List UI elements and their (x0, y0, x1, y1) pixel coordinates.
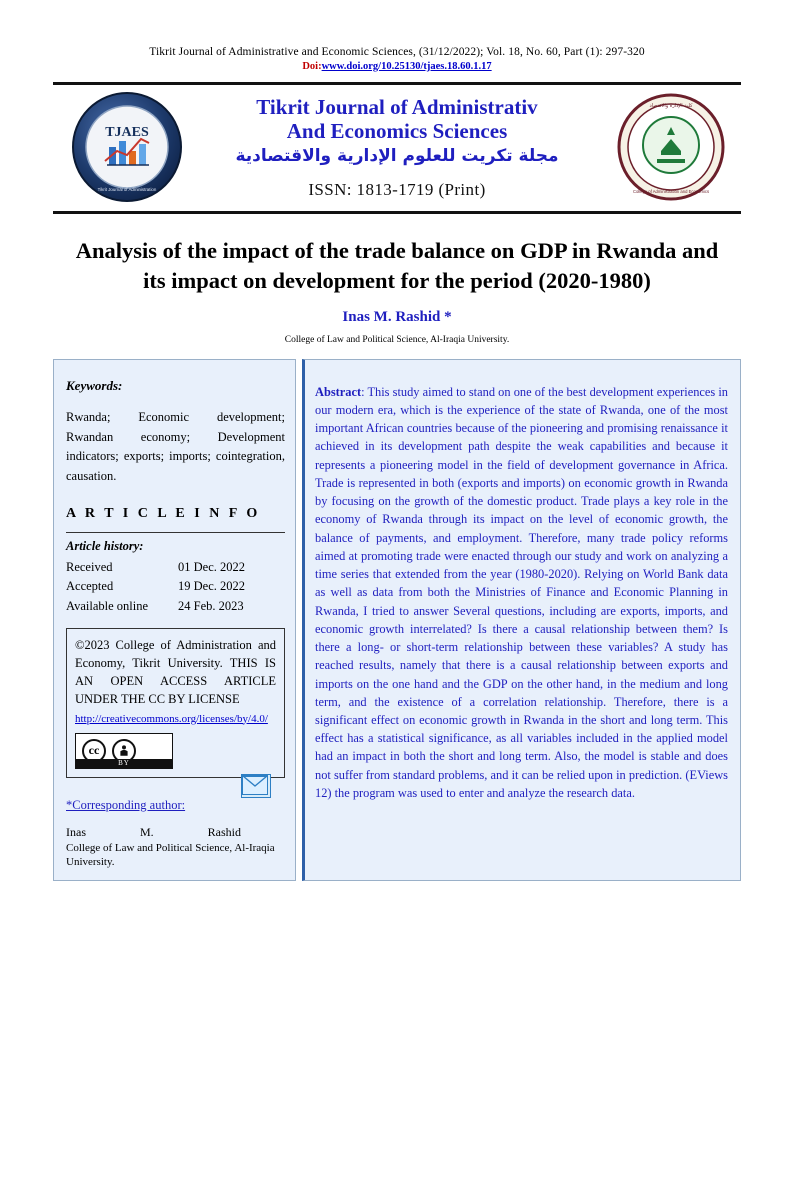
corresponding-author-name (66, 825, 241, 840)
history-value: 01 Dec. 2022 (178, 559, 245, 574)
creative-commons-badge-icon (75, 733, 173, 769)
history-label: Available online (66, 598, 149, 613)
author-affiliation: College of Law and Political Science, Al-Iraqia University. (284, 335, 510, 346)
author-name: Inas M. Rashid * (342, 309, 452, 326)
doi-label: Doi: (302, 61, 322, 72)
abstract-paragraph (315, 383, 728, 802)
cc-circle-icon: cc (82, 739, 106, 763)
corresponding-author-block (66, 778, 285, 813)
corresponding-author-affiliation: College of Law and Political Science, Al-Iraqia University. (66, 841, 275, 869)
history-row (66, 558, 285, 577)
license-text: ©2023 College of Administration and Economy, Tikrit University. THIS IS AN OPEN ACCESS ARTICLE UNDER THE CC BY LICENSE (75, 638, 276, 707)
history-label: Received (66, 559, 113, 574)
article-title: Analysis of the impact of the trade balance on GDP in Rwanda and its impact on development for the period (2020-1980) (75, 238, 719, 293)
body-columns (53, 359, 741, 881)
page (0, 46, 794, 1181)
svg-text:College of Administration and: College of Administration and Economics (632, 189, 710, 194)
abstract-label: Abstract (315, 384, 362, 399)
article-info-heading: A R T I C L E I N F O (66, 505, 261, 521)
journal-logo-icon (71, 91, 183, 203)
license-box (66, 628, 285, 778)
keywords-list: Rwanda; Economic development; Rwandan economy; Development indicators; exports; imports; cointegration, causation. (66, 410, 285, 483)
history-label: Accepted (66, 579, 114, 594)
doi-link[interactable]: www.doi.org/10.25130/tjaes.18.60.1.17 (321, 61, 492, 72)
svg-text:TJAES: TJAES (105, 125, 149, 140)
divider-top (66, 532, 285, 533)
doi-line (0, 61, 794, 72)
journal-citation: Tikrit Journal of Administrative and Economic Sciences, (31/12/2022); Vol. 18, No. 60, Part (1): 297-320 (149, 46, 645, 58)
history-row (66, 597, 285, 616)
license-link[interactable]: http://creativecommons.org/licenses/by/4.0/ (75, 712, 268, 725)
metadata-panel (53, 359, 296, 881)
banner-titles (187, 96, 607, 199)
svg-text:كلية الإدارة والاقتصاد: كلية الإدارة والاقتصاد (649, 103, 693, 109)
journal-title-en-line2: And Economics Sciences (286, 119, 508, 143)
journal-title-en-line1: Tikrit Journal of Administrativ (256, 95, 538, 120)
corresponding-author-heading: *Corresponding author: (66, 797, 186, 812)
history-row (66, 577, 285, 596)
journal-issn: ISSN: 1813-1719 (Print) (308, 179, 486, 199)
journal-banner (53, 82, 741, 214)
email-icon[interactable] (241, 774, 271, 798)
history-value: 24 Feb. 2023 (178, 598, 244, 613)
keywords-heading: Keywords: (66, 378, 123, 394)
history-value: 19 Dec. 2022 (178, 579, 245, 594)
abstract-body: : This study aimed to stand on one of the best development experiences in our modern era, which is the experience of the state of Rwanda, one of the most important African countries because of the pioneering and promising renaissance it achieved in its development path despite the weak capabilities and because it represents a pioneering model in the field of development governance in Africa. Trade is represented in both (exports and imports) on economic growth in Rwanda by focusing on the growth of the domestic product. Trade plays a key role in the economy of Rwanda through its impact on the level of economic growth, the balance of payments, and employment. Therefore, many trade policy reforms aimed at promoting trade were enacted through our study and work on analyzing a time series that extended from the year (1980-2020). Relying on World Bank data as well as data from both the Ministries of Finance and Economic Planning in Rwanda, I tried to answer Several questions, including are exports, imports, and economic growth interrelated? Is there a causal relationship between them? Is there a long- or short-term relationship between these variables? A study has reached results, namely that there is a causal relationship between exports and imports on the one hand and the GDP on the other hand, in the medium and long term, and the existence of a correlation relationship. Therefore, there is a significant effect on economic growth in Rwanda in the short and long term. This effect has a statistical significance, as all variables included in the applied model had an impact in both the short and long term. Also, the model is stable and does not suffer from standard problems, and it can be relied upon in prediction. (EViews 12) the program was used to enter and analyze the research data. (315, 384, 728, 800)
corr-first-name: Inas (66, 824, 86, 839)
journal-title-ar: مجلة تكريت للعلوم الإدارية والاقتصادية (235, 145, 559, 166)
corr-last-name: Rashid (207, 824, 241, 839)
cc-by-label: BY (76, 759, 172, 768)
corr-middle-initial: M. (139, 824, 154, 839)
abstract-panel (302, 359, 741, 881)
article-history-heading: Article history: (66, 538, 144, 553)
svg-text:Tikrit Journal of Administrati: Tikrit Journal of Administration (97, 187, 157, 192)
college-logo-icon (617, 93, 725, 201)
